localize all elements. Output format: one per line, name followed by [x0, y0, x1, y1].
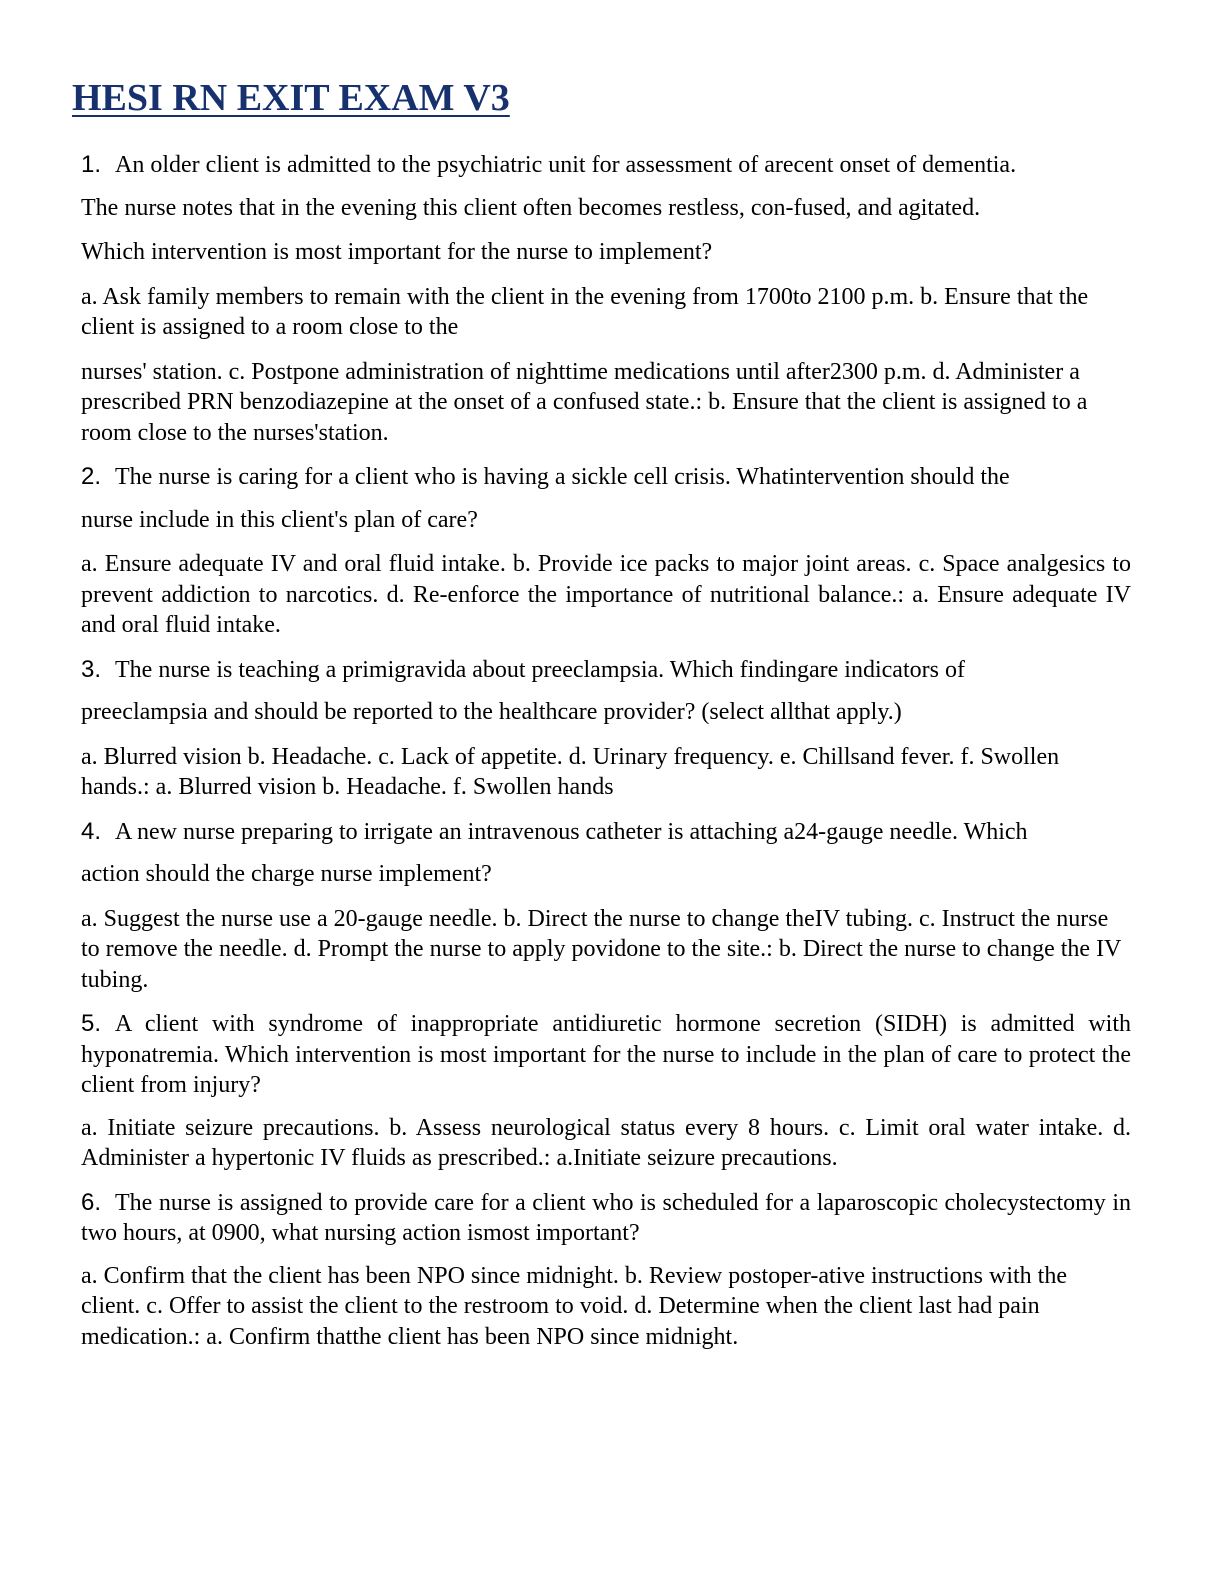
answer-options: nurses' station. c. Postpone administration of nighttime medications until after2300 p.m. d. Administer a prescribed PRN benzodiazepine at the onset of a confused state.: b. Ensure that the client is assigned to a room close to the nurses'station.	[81, 358, 1088, 446]
question-5	[81, 1009, 1131, 1174]
question-paragraph: The nurse notes that in the evening this client often becomes restless, con-fused, and agitated.	[81, 194, 981, 221]
question-stem	[81, 1009, 1131, 1101]
question-number: 4.	[81, 817, 102, 845]
question-2	[81, 462, 1131, 641]
question-text: A new nurse preparing to irrigate an intravenous catheter is attaching a24-gauge needle. Which	[115, 818, 1028, 845]
question-paragraph: Which intervention is most important for the nurse to implement?	[81, 239, 713, 265]
question-number: 1.	[81, 151, 102, 178]
question-3	[81, 655, 1131, 803]
question-number: 6.	[81, 1188, 102, 1216]
question-stem	[81, 1188, 1131, 1249]
answer-options: a. Confirm that the client has been NPO since midnight. b. Review postoper-ative instructions with the client. c. Offer to assist the client to the restroom to void. d. Determine when the client last had pain medication.: a. Confirm thatthe client has been NPO since midnight.	[81, 1262, 1067, 1350]
answer-options: a. Suggest the nurse use a 20-gauge needle. b. Direct the nurse to change theIV tubing. c. Instruct the nurse to remove the needle. d. Prompt the nurse to apply povidone to the site.: b. Direct the nurse to change the IV tubing.	[81, 905, 1121, 993]
question-stem	[81, 817, 1131, 848]
question-number: 2.	[81, 463, 102, 490]
answer-options: a. Blurred vision b. Headache. c. Lack of appetite. d. Urinary frequency. e. Chillsand fever. f. Swollen hands.: a. Blurred vision b. Headache. f. Swollen hands	[81, 743, 1060, 800]
question-stem	[81, 655, 1131, 686]
question-number: 5.	[81, 1010, 102, 1037]
document-title: HESI RN EXIT EXAM V3	[72, 77, 510, 119]
question-paragraph: action should the charge nurse implement?	[81, 861, 492, 887]
question-paragraph: preeclampsia and should be reported to the healthcare provider? (select allthat apply.)	[81, 699, 902, 725]
question-paragraph: nurse include in this client's plan of care?	[81, 506, 478, 533]
document-body	[72, 76, 1131, 1366]
question-4	[81, 817, 1131, 996]
question-number: 3.	[81, 655, 102, 683]
question-text: The nurse is teaching a primigravida about preeclampsia. Which findingare indicators of	[115, 656, 965, 683]
answer-options: a. Ensure adequate IV and oral fluid intake. b. Provide ice packs to major joint areas. c. Space analgesics to prevent addiction to narcotics. d. Re-enforce the importance of nutritional balance.: a. Ensure adequate IV and oral fluid intake.	[81, 551, 1131, 638]
question-6	[81, 1188, 1131, 1353]
question-stem	[81, 462, 1131, 493]
question-1	[81, 150, 1131, 448]
question-text: The nurse is assigned to provide care for a client who is scheduled for a laparoscopic cholecystectomy in two hours, at 0900, what nursing action ismost important?	[81, 1189, 1131, 1246]
answer-options: a. Initiate seizure precautions. b. Assess neurological status every 8 hours. c. Limit oral water intake. d. Administer a hypertonic IV fluids as prescribed.: a.Initiate seizure precautions.	[81, 1114, 1131, 1171]
question-stem	[81, 150, 1131, 181]
question-text: A client with syndrome of inappropriate antidiuretic hormone secretion (SIDH) is admitted with hyponatremia. Which intervention is most important for the nurse to include in the plan of care to protect the client from injury?	[81, 1011, 1131, 1098]
question-text: An older client is admitted to the psychiatric unit for assessment of arecent onset of dementia.	[115, 152, 1017, 178]
answer-options: a. Ask family members to remain with the client in the evening from 1700to 2100 p.m. b. Ensure that the client is assigned to a room close to the	[81, 283, 1089, 340]
question-text: The nurse is caring for a client who is having a sickle cell crisis. Whatintervention should the	[115, 464, 1010, 490]
